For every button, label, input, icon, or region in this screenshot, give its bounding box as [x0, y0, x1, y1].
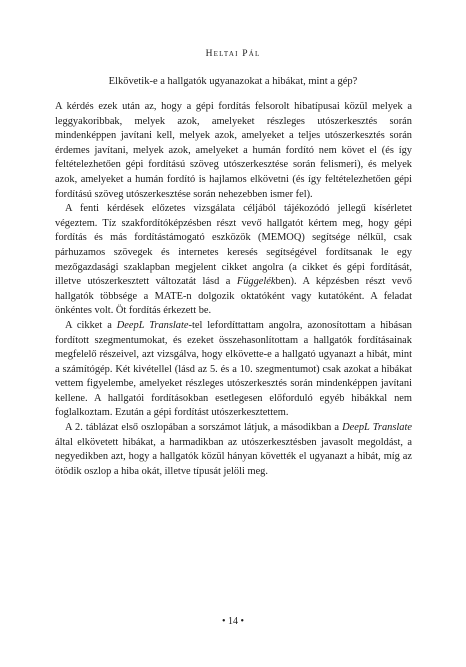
text-segment: -tel lefordíttattam angolra, azonosítottam a hibásan fordított szegmentumokat, és ezeket összehasonlítottam a hallgatók fordításainak megfelelő részeivel, azt vizsgálva, hogy elkövette-e a hallgató ugyanazt a hibát, mint a számítógép. Két kivétellel (lásd az 5. és a 10. szegmentumot) csak azokat a hibákat vettem figyelembe, amelyeket részleges utószerkesztés során mindenképpen javítani kellene. A hallgatói fordításokban esetlegesen előforduló egyéb hibákkal nem foglalkoztam. Ezután a gépi fordítást utószerkesztettem. — [55, 319, 412, 419]
text-segment: által elkövetett hibákat, a harmadikban az utószerkesztésben javasolt megoldást, a negyedikben azt, hogy a hallgatók közül hányan követték el ugyanazt a hibát, míg az ötödik oszlop a hiba okát, illetve típusát jelöli meg. — [55, 436, 412, 477]
paragraph — [55, 100, 412, 202]
text-segment-italic: Függelék — [236, 276, 276, 288]
text-segment-italic: DeepL Translate — [116, 319, 189, 331]
text-segment: A kérdés ezek után az, hogy a gépi fordítás felsorolt hibatípusai közül melyek a leggyakoribbak, melyek azok, amelyeket részleges utószerkesztés során mindenképpen javítani kell, melyek azok, amelyeket a teljes utószerkesztés során érdemes javítani, melyek azok, amelyeket a humán fordító nem követ el (és így feltételezhetően gépi fordítású szöveg utószerkesztése során felismeri), és melyek azok, amelyeket a humán fordító is hajlamos elkövetni (és így feltételezhetően gépi fordítású szöveg utószerkesztése során nehezebben ismer fel). — [55, 101, 412, 200]
body-text — [55, 100, 412, 479]
text-segment: A 2. táblázat első oszlopában a sorszámot látjuk, a másodikban a — [65, 422, 343, 434]
text-segment-italic: DeepL Translate — [342, 422, 412, 434]
page-number: • 14 • — [221, 616, 244, 627]
paragraph — [55, 319, 412, 421]
paragraph — [55, 202, 412, 319]
text-segment: A cikket a — [65, 319, 117, 331]
paragraph — [55, 421, 412, 479]
text-segment: A fenti kérdések előzetes vizsgálata céljából tájékozódó jellegű kísérletet végeztem. Tíz szakfordítóképzésben részt vevő hallgatót kértem meg, hogy gépi fordítás és más fordítástámogató eszközök (MEMOQ) segítsége nélkül, csak párhuzamos szövegek és internetes keresés segítségével fordítsanak le egy mezőgazdasági szaklapban megjelent cikket angolra (a cikket és gépi fordítását, illetve utószerkesztett változatát lásd a — [55, 203, 412, 288]
running-head: Heltai Pál — [205, 49, 261, 59]
text-segment: ben). A képzésben részt vevő hallgatók többsége a MATE-n dolgozik oktatóként vagy kutatóként. A feladat önkéntes volt. Öt fordítás érkezett be. — [55, 276, 412, 317]
section-title: Elkövetik-e a hallgatók ugyanazokat a hibákat, mint a gép? — [108, 76, 358, 87]
